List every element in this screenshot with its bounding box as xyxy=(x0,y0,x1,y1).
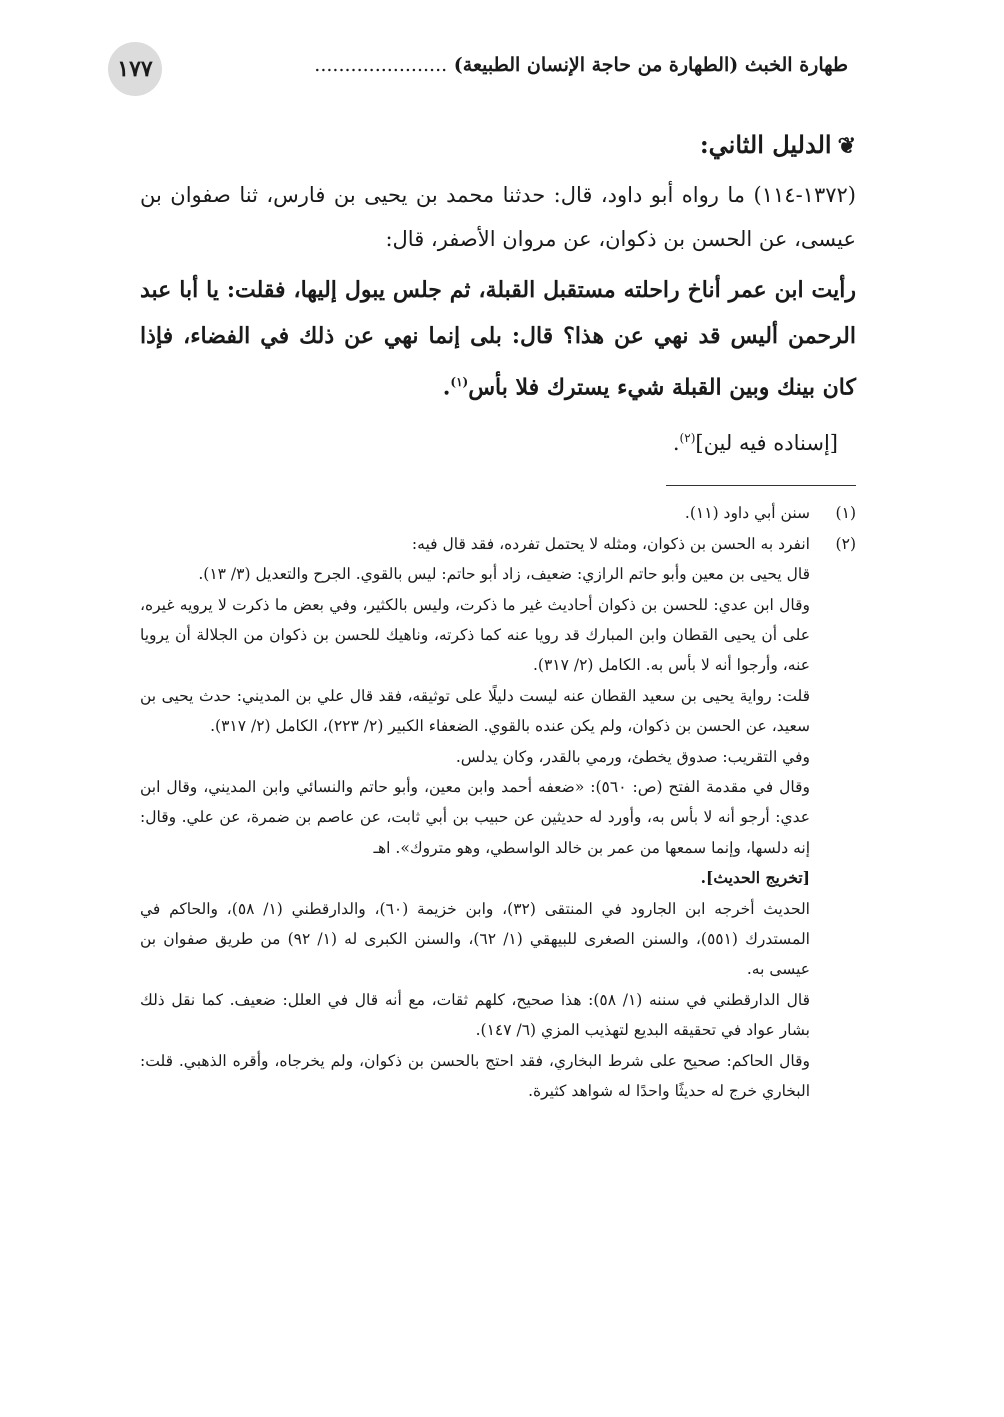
takhrij-heading: [تخريج الحديث]. xyxy=(700,868,810,888)
isnad-grade-text: [إسناده فيه لين] xyxy=(695,431,838,456)
page-number-badge: ١٧٧ xyxy=(108,42,162,96)
hadith-body: رأيت ابن عمر أناخ راحلته مستقبل القبلة، ثم جلس يبول إليها، فقلت: يا أبا عبد الرحمن أليس قد نهي عن هذا؟ قال: بلى إنما نهي عن ذلك في الفضاء، فإذا كان بينك وبين القبلة شيء يسترك فلا بأس xyxy=(140,277,856,401)
leader-dots: ...................... xyxy=(314,54,448,76)
footnote-2-number: (٢) xyxy=(835,534,856,553)
section-heading xyxy=(140,122,856,169)
footnote-2-line: قلت: رواية يحيى بن سعيد القطان عنه ليست دليلًا على توثيقه، فقد قال علي بن المديني: حدث يحيى بن سعيد، عن الحسن بن ذكوان، ولم يكن عنده بالقوي. الضعفاء الكبير (٢/ ٢٢٣)، الكامل (٢/ ٣١٧). xyxy=(140,686,810,736)
chain-of-narration-paragraph: (١٣٧٢-١١٤) ما رواه أبو داود، قال: حدثنا محمد بن يحيى بن فارس، ثنا صفوان بن عيسى، عن الحسن بن ذكوان، عن مروان الأصفر، قال: xyxy=(140,183,856,251)
footnote-2-line: وقال الحاكم: صحيح على شرط البخاري، فقد احتج بالحسن بن ذكوان، ولم يخرجاه، وأقره الذهبي. قلت: البخاري خرج له حديثًا واحدًا له شواهد كثيرة. xyxy=(140,1051,810,1101)
running-title-text: طهارة الخبث (الطهارة من حاجة الإنسان الطبيعة) xyxy=(453,54,848,76)
page-header xyxy=(108,42,848,98)
footnote-1-text: سنن أبي داود (١١). xyxy=(684,504,810,523)
footnotes xyxy=(140,498,856,1106)
footnote-separator xyxy=(666,485,856,486)
isnad-grade: [إسناده فيه لين]$^{(٢)}$. xyxy=(672,431,838,456)
footnote-2-line: انفرد به الحسن بن ذكوان، ومثله لا يحتمل تفرده، فقد قال فيه: xyxy=(411,534,810,553)
footnote-2-line: وفي التقريب: صدوق يخطئ، ورمي بالقدر، وكان يدلس. xyxy=(455,747,810,766)
hadith-text: رأيت ابن عمر أناخ راحلته مستقبل القبلة، ثم جلس يبول إليها، فقلت: يا أبا عبد الرحمن أليس قد نهي عن هذا؟ قال: بلى إنما نهي عن ذلك في الفضاء، فإذا كان بينك وبين القبلة شيء يسترك فلا بأس$^{(١)}$. xyxy=(140,277,856,401)
footnote-2-line: الحديث أخرجه ابن الجارود في المنتقى (٣٢)، وابن خزيمة (٦٠)، والدارقطني (١/ ٥٨)، والحاكم في المستدرك (٥٥١)، والسنن الصغرى للبيهقي (١/ ٦٢)، والسنن الكبرى له (١/ ٩٢) من طريق صفوان بن عيسى به. xyxy=(140,899,810,979)
footnote-1-number: (١) xyxy=(835,504,856,523)
footnote-2-line: وقال في مقدمة الفتح (ص: ٥٦٠): «ضعفه أحمد وابن معين، وأبو حاتم والنسائي وابن المديني، وقال ابن عدي: أرجو أنه لا بأس به، وأورد له حديثين عن حبيب بن أبي ثابت، عن عاصم بن ضمرة، عن علي. وقال: إنه دلسها، وإنما سمعها من عمر بن خالد الواسطي، وهو متروك». اهـ xyxy=(140,777,811,857)
footnote-2-line: قال الدارقطني في سننه (١/ ٥٨): هذا صحيح، كلهم ثقات، مع أنه قال في العلل: ضعيف. كما نقل ذلك بشار عواد في تحقيقه البديع لتهذيب المزي (٦/ ١٤٧). xyxy=(140,990,811,1040)
footnote-1 xyxy=(140,498,856,528)
leaf-ornament-icon: ❦ xyxy=(837,133,856,159)
footnote-ref-1[interactable]: (١) xyxy=(450,375,469,389)
footnote-2 xyxy=(140,529,856,559)
footnote-2-line: قال يحيى بن معين وأبو حاتم الرازي: ضعيف، زاد أبو حاتم: ليس بالقوي. الجرح والتعديل (٣/ ١٣). xyxy=(198,565,810,584)
main-text xyxy=(140,122,856,1106)
section-heading-text: الدليل الثاني: xyxy=(699,130,832,159)
running-title xyxy=(174,54,848,76)
footnote-ref-2[interactable]: (٢) xyxy=(679,431,696,446)
footnote-2-line: وقال ابن عدي: للحسن بن ذكوان أحاديث غير ما ذكرت، وليس بالكثير، وفي بعض ما ذكرت لا يرويه غيره، على أن يحيى القطان وابن المبارك قد رويا عنه كما ذكرته، وناهيك للحسن بن ذكوان من الجلالة أن يرويا عنه، وأرجوا أنه لا بأس به. الكامل (٢/ ٣١٧). xyxy=(140,595,810,675)
